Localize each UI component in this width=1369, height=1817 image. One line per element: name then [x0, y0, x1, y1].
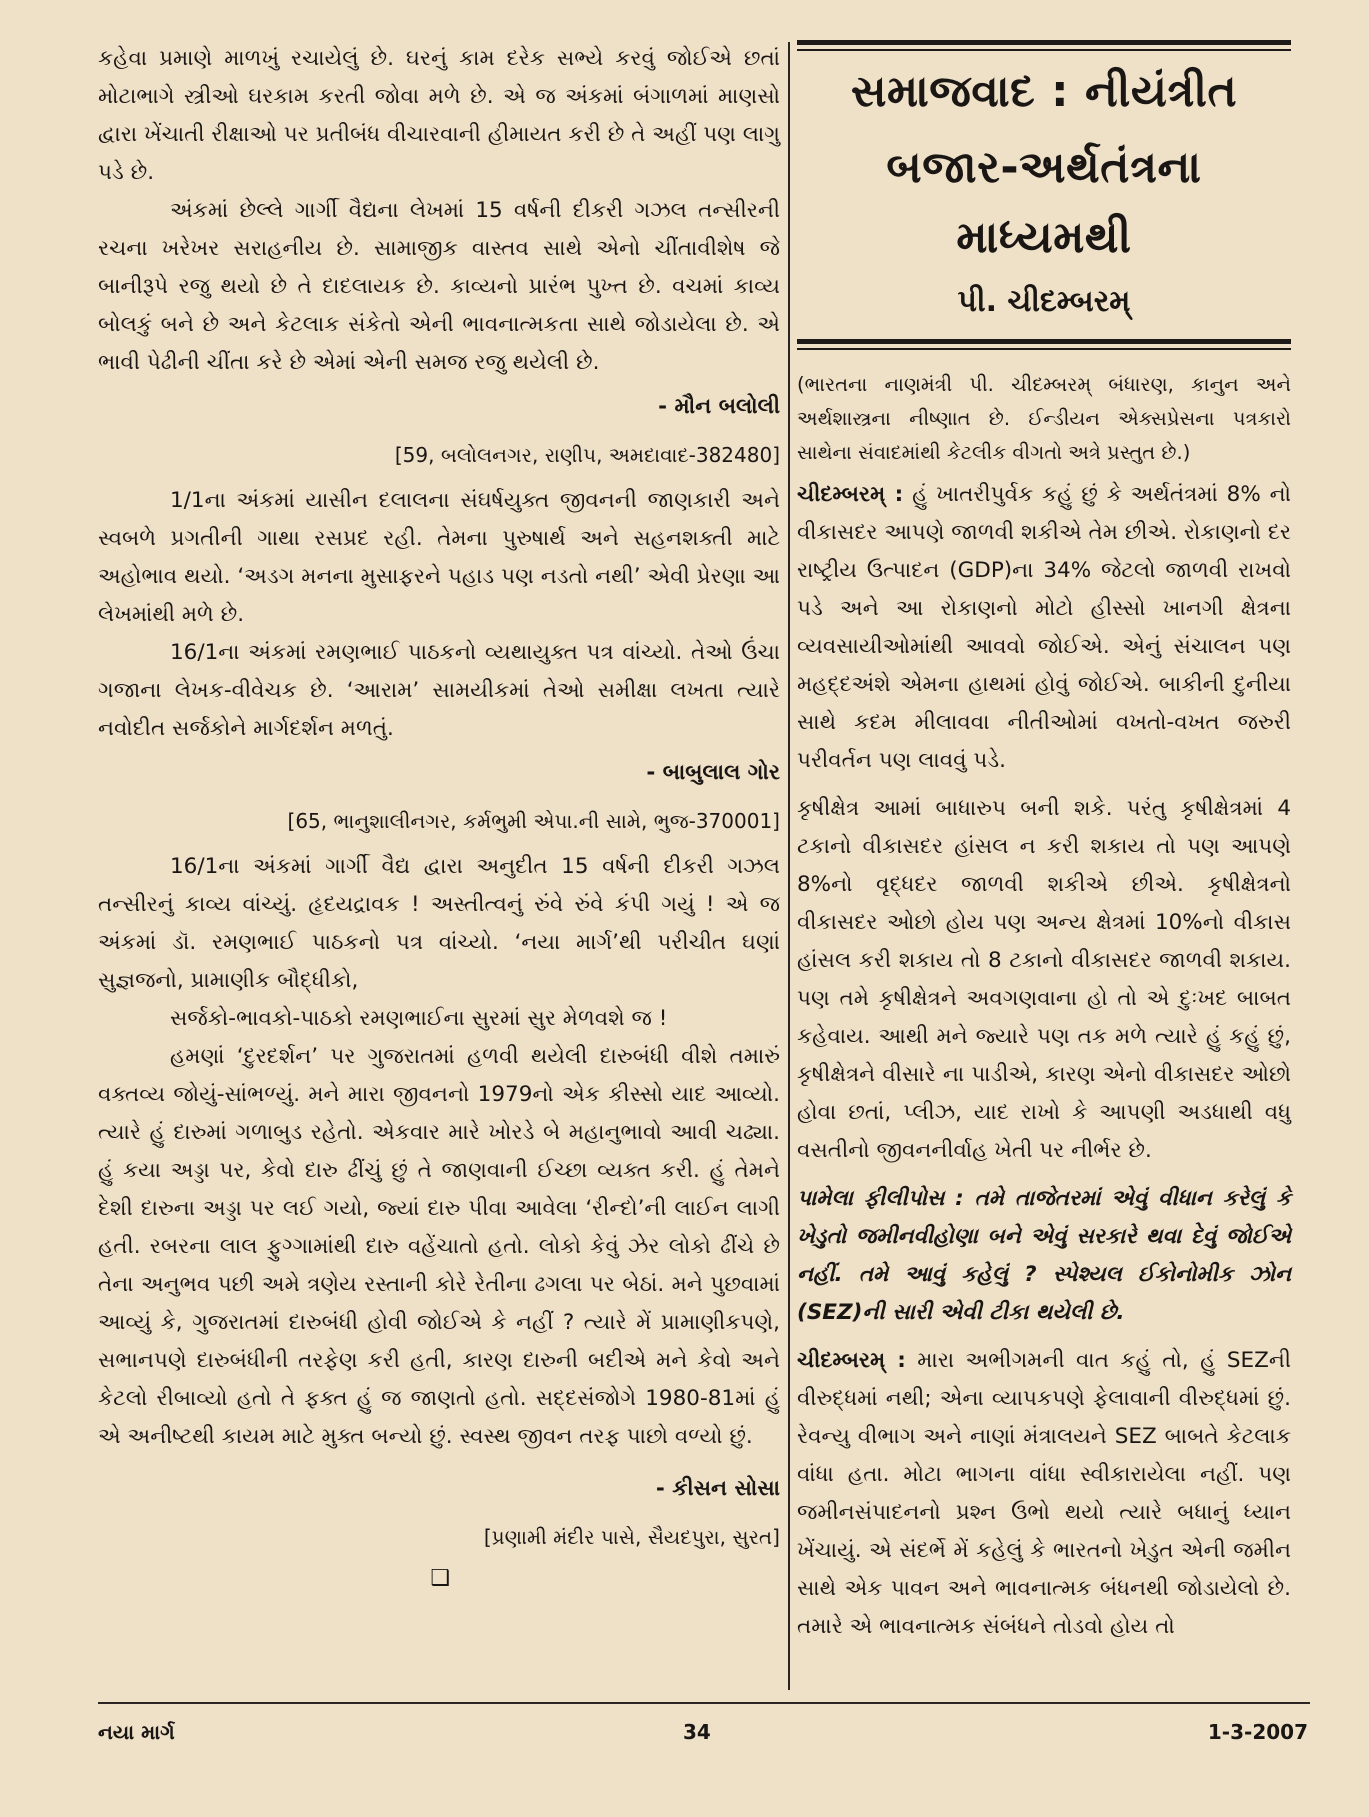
letter2-signature: - બાબુલાલ ગોર — [646, 760, 780, 785]
letter2-paragraph-1: 1/1ના અંકમાં યાસીન દલાલના સંઘર્ષયુક્ત જીવનની જાણકારી અને સ્વબળે પ્રગતીની ગાથા રસપ્રદ રહી. તેમના પુરુષાર્થ અને સહનશક્તી માટે અહોભાવ થયો. ‘અડગ મનના મુસાફરને પહાડ પણ નડતો નથી’ એવી પ્રેરણા આ લેખમાંથી મળે છે. — [98, 488, 780, 627]
letters-column — [98, 40, 780, 1598]
letter1-signature: - મૌન બલોલી — [658, 394, 780, 419]
article-block-1 — [797, 476, 1291, 780]
block-text: હું ખાતરીપુર્વક કહું છું કે અર્થતંત્રમાં 8% નો વીકાસદર આપણે જાળવી શકીએ તેમ છીએ. રોકાણનો દર રાષ્ટ્રીય ઉત્પાદન (GDP)ના 34% જેટલો જાળવી રાખવો પડે અને આ રોકાણનો મોટો હીસ્સો ખાનગી ક્ષેત્રના વ્યવસાયીઓમાંથી આવવો જોઈએ. એનું સંચાલન પણ મહદ્દઅંશે એમના હાથમાં હોવું જોઈએ. બાકીની દુનીયા સાથે કદમ મીલાવવા નીતીઓમાં વખતો-વખત જરુરી પરીવર્તન પણ લાવવું પડે. — [797, 482, 1291, 773]
article-block-4 — [797, 1342, 1291, 1646]
footer-rule — [98, 1702, 1310, 1704]
speaker-label: ચીદમ્બરમ્ : — [797, 1348, 906, 1373]
issue-date: 1-3-2007 — [1207, 1720, 1308, 1744]
letter1-paragraph-1: કહેવા પ્રમાણે માળખું રચાયેલું છે. ઘરનું કામ દરેક સભ્યે કરવું જોઈએ છતાં મોટાભાગે સ્ત્રીઓ ઘરકામ કરતી જોવા મળે છે. એ જ અંકમાં બંગાળમાં માણસો દ્વારા ખેંચાતી રીક્ષાઓ પર પ્રતીબંધ વીચારવાની હીમાયત કરી છે તે અહીં પણ લાગુ પડે છે. — [98, 46, 780, 185]
headline-top-rule-thin — [797, 49, 1291, 51]
letter1-paragraph-2: અંકમાં છેલ્લે ગાર્ગી વૈદ્યના લેખમાં 15 વર્ષની દીકરી ગઝલ તન્સીરની રચના ખરેખર સરાહનીય છે. સામાજીક વાસ્તવ સાથે એનો ચીંતાવીશેષ જે બાનીરૂપે રજુ થયો છે તે દાદલાયક છે. કાવ્યનો પ્રારંભ પુખ્ત છે. વચમાં કાવ્ય બોલકું બને છે અને કેટલાક સંકેતો એની ભાવનાત્મકતા સાથે જોડાયેલા છે. એ ભાવી પેઢીની ચીંતા કરે છે એમાં એની સમજ રજુ થયેલી છે. — [98, 198, 780, 375]
letter3-address: [પ્રણામી મંદીર પાસે, સૈયદપુરા, સુરત] — [483, 1525, 780, 1549]
headline-top-rule — [797, 40, 1291, 45]
byline-bottom-rule — [797, 339, 1291, 344]
page-footer — [98, 1720, 1308, 1760]
article-byline: પી. ચીદમ્બરમ્ — [957, 284, 1131, 319]
column-divider — [788, 42, 790, 1690]
magazine-name: નયા માર્ગ — [98, 1720, 175, 1744]
question-text: તમે તાજેતરમાં એવું વીધાન કરેલું કે ખેડુતો જમીનવીહોણા બને એવું સરકારે થવા દેવું જોઈએ નહીં. તમે આવું કહેલું ? સ્પેશ્યલ ઈકોનોમીક ઝોન (SEZ)ની સારી એવી ટીકા થયેલી છે. — [797, 1186, 1291, 1325]
article-intro: (ભારતના નાણમંત્રી પી. ચીદમ્બરમ્ બંધારણ, કાનુન અને અર્થશાસ્ત્રના નીષ્ણાત છે. ઈન્ડીયન એક્સપ્રેસના પત્રકારો સાથેના સંવાદમાંથી કેટલીક વીગતો અત્રે પ્રસ્તુત છે.) — [797, 373, 1291, 464]
letter3-signature: - કીસન સોસા — [655, 1476, 780, 1501]
letter2-paragraph-2: 16/1ના અંકમાં રમણભાઈ પાઠકનો વ્યથાયુક્ત પત્ર વાંચ્યો. તેઓ ઉંચા ગજાના લેખક-વીવેચક છે. ‘આરામ’ સામયીકમાં તેઓ સમીક્ષા લખતા ત્યારે નવોદીત સર્જકોને માર્ગદર્શન મળતું. — [98, 640, 780, 741]
byline-bottom-rule-thin — [797, 348, 1291, 350]
block-text: કૃષીક્ષેત્ર આમાં બાધારુપ બની શકે. પરંતુ કૃષીક્ષેત્રમાં 4 ટકાનો વીકાસદર હાંસલ ન કરી શકાય તો પણ આપણે 8%નો વૃદ્ધદર જાળવી શકીએ છીએ. કૃષીક્ષેત્રનો વીકાસદર ઓછો હોય પણ અન્ય ક્ષેત્રમાં 10%નો વીકાસ હાંસલ કરી શકાય તો 8 ટકાનો વીકાસદર જાળવી શકાય. પણ તમે કૃષીક્ષેત્રને અવગણવાના હો તો એ દુઃખદ બાબત કહેવાય. આથી મને જ્યારે પણ તક મળે ત્યારે હું કહું છું, કૃષીક્ષેત્રને વીસારે ના પાડીએ, કારણ એનો વીકાસદર ઓછો હોવા છતાં, પ્લીઝ, યાદ રાખો કે આપણી અડધાથી વધુ વસતીનો જીવનનીર્વાહ ખેતી પર નીર્ભર છે. — [797, 796, 1291, 1163]
article-headline-line-2: બજાર-અર્થતંત્રના માધ્યમથી — [886, 142, 1202, 263]
end-mark-icon: ❑ — [430, 1566, 450, 1591]
letter1-address: [59, બલોલનગર, રાણીપ, અમદાવાદ-382480] — [394, 443, 780, 467]
letter3-paragraph-1: 16/1ના અંકમાં ગાર્ગી વૈદ્ય દ્વારા અનુદીત 15 વર્ષની દીકરી ગઝલ તન્સીરનું કાવ્ય વાંચ્યું. હૃદયદ્રાવક ! અસ્તીત્વનું રુંવે રુંવે કંપી ગયું ! એ જ અંકમાં ડૉ. રમણભાઈ પાઠકનો પત્ર વાંચ્યો. ‘નયા માર્ગ’થી પરીચીત ઘણાં સુજ્ઞજનો, પ્રામાણીક બૌદ્ધીકો, — [98, 854, 780, 993]
page-number: 34 — [683, 1720, 711, 1744]
letter3-paragraph-2: સર્જકો-ભાવકો-પાઠકો રમણભાઈના સુરમાં સુર મેળવશે જ ! — [170, 1006, 668, 1031]
article-question-block — [797, 1180, 1291, 1332]
speaker-label: ચીદમ્બરમ્ : — [797, 482, 904, 507]
letter2-address: [65, ભાનુશાલીનગર, કર્મભુમી એપા.ની સામે, ભુજ-370001] — [287, 809, 780, 833]
letter3-paragraph-3: હમણાં ‘દુરદર્શન’ પર ગુજરાતમાં હળવી થયેલી દારુબંધી વીશે તમારું વક્તવ્ય જોયું-સાંભળ્યું. મને મારા જીવનનો 1979નો એક કીસ્સો યાદ આવ્યો. ત્યારે હું દારુમાં ગળાબુડ રહેતો. એકવાર મારે ખોરડે બે મહાનુભાવો આવી ચઢ્યા. હું કયા અડ્ડા પર, કેવો દારુ ઢીંચું છું તે જાણવાની ઈચ્છા વ્યક્ત કરી. હું તેમને દેશી દારુના અડ્ડા પર લઈ ગયો, જ્યાં દારુ પીવા આવેલા ‘રીન્દો’ની લાઈન લાગી હતી. રબરના લાલ ફુગ્ગામાંથી દારુ વહેંચાતો હતો. લોકો કેવું ઝેર લોકો ઢીંચે છે તેના અનુભવ પછી અમે ત્રણેય રસ્તાની કોરે રેતીના ઢગલા પર બેઠાં. મને પુછવામાં આવ્યું કે, ગુજરાતમાં દારુબંધી હોવી જોઈએ કે નહીં ? ત્યારે મેં પ્રામાણીકપણે, સભાનપણે દારુબંધીની તરફેણ કરી હતી, કારણ દારુની બદીએ મને કેવો અને કેટલો રીબાવ્યો હતો તે ફક્ત હું જ જાણતો હતો. સદ્દસંજોગે 1980-81માં હું એ અનીષ્ટથી કાયમ માટે મુક્ત બન્યો છું. સ્વસ્થ જીવન તરફ પાછો વળ્યો છું. — [98, 1044, 780, 1449]
speaker-label: પામેલા ફીલીપોસ : — [797, 1186, 964, 1211]
block-text: મારા અભીગમની વાત કહું તો, હું SEZની વીરુદ્ધમાં નથી; એના વ્યાપકપણે ફેલાવાની વીરુદ્ધમાં છું. રેવન્યુ વીભાગ અને નાણાં મંત્રાલયને SEZ બાબતે કેટલાક વાંધા હતા. મોટા ભાગના વાંધા સ્વીકારાયેલા નહીં. પણ જમીનસંપાદનનો પ્રશ્ન ઉભો થયો ત્યારે બધાનું ધ્યાન ખેંચાયું. એ સંદર્ભે મેં કહેલું કે ભારતનો ખેડુત એની જમીન સાથે એક પાવન અને ભાવનાત્મક બંધનથી જોડાયેલો છે. તમારે એ ભાવનાત્મક સંબંધને તોડવો હોય તો — [797, 1348, 1291, 1639]
article-column — [797, 40, 1291, 1656]
article-block-2 — [797, 790, 1291, 1170]
article-headline-line-1: સમાજવાદ : નીયંત્રીત — [850, 66, 1238, 117]
